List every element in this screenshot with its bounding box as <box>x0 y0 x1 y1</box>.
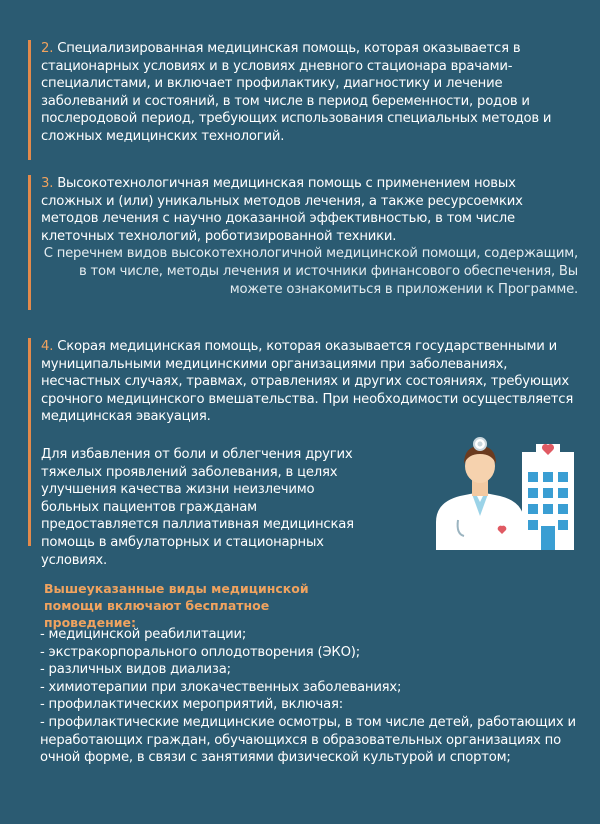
list-item: - экстракорпорального оплодотворения (ЭКО); <box>40 644 360 660</box>
section-text <box>41 40 578 146</box>
section-number: 2. <box>41 41 54 56</box>
palliative-text: Для избавления от боли и облегчения других тяжелых проявлений заболевания, в целях улучшения качества жизни неизлечимо больных пациентов гражданам предоставляется паллиативная медицинская помощь в амбулаторных и стационарных условиях. <box>41 446 354 568</box>
section-number: 3. <box>41 176 54 191</box>
section-body: Скорая медицинская помощь, которая оказывается государственными и муниципальными медицинскими организациями при заболеваниях, несчастных случаях, травмах, отравлениях и других состояниях, требующих срочного медицинского вмешательства. При необходимости осуществляется медицинская эвакуация. <box>41 339 574 425</box>
section-body: Специализированная медицинская помощь, которая оказывается в стационарных условиях и в условиях дневного стационара врачами-специалистами, и включает профилактику, диагностику и лечение заболеваний и состояний, в том числе в период беременности, родов и послеродовой период, требующих использования специальных методов и сложных медицинских технологий. <box>41 41 552 144</box>
list-item: - профилактические медицинские осмотры, в том числе детей, работающих и неработающих граждан, обучающихся в образовательных организациях по очной форме, в связи с занятиями физической культурой и спортом; <box>40 714 576 766</box>
list-item: - химиотерапии при злокачественных заболеваниях; <box>40 679 402 695</box>
doctor-hospital-illustration <box>430 430 580 550</box>
section-specialized-care <box>28 40 578 160</box>
hospital-building-icon <box>522 444 574 550</box>
section-number: 4. <box>41 339 54 354</box>
list-item: - медицинской реабилитации; <box>40 627 247 642</box>
doctor-icon <box>436 438 524 550</box>
list-item: - профилактических мероприятий, включая: <box>40 697 343 713</box>
section-note: С перечнем видов высокотехнологичной медицинской помощи, содержащим, в том числе, методы лечения и источники финансового обеспечения, Вы можете ознакомиться в приложении к Программе. <box>43 246 578 297</box>
included-list <box>40 626 580 767</box>
section-text <box>41 338 578 426</box>
section-body: Высокотехнологичная медицинская помощь с применением новых сложных и (или) уникальных методов лечения, а также ресурсоемких методов лечения с научно доказанной эффективностью, в том числе клеточных технологий, роботизированной техники. <box>41 176 523 244</box>
included-heading: Вышеуказанные виды медицинской помощи включают бесплатное проведение: <box>44 581 309 630</box>
section-text <box>41 175 578 245</box>
section-high-tech-care <box>28 175 578 310</box>
list-item: - различных видов диализа; <box>40 662 231 678</box>
